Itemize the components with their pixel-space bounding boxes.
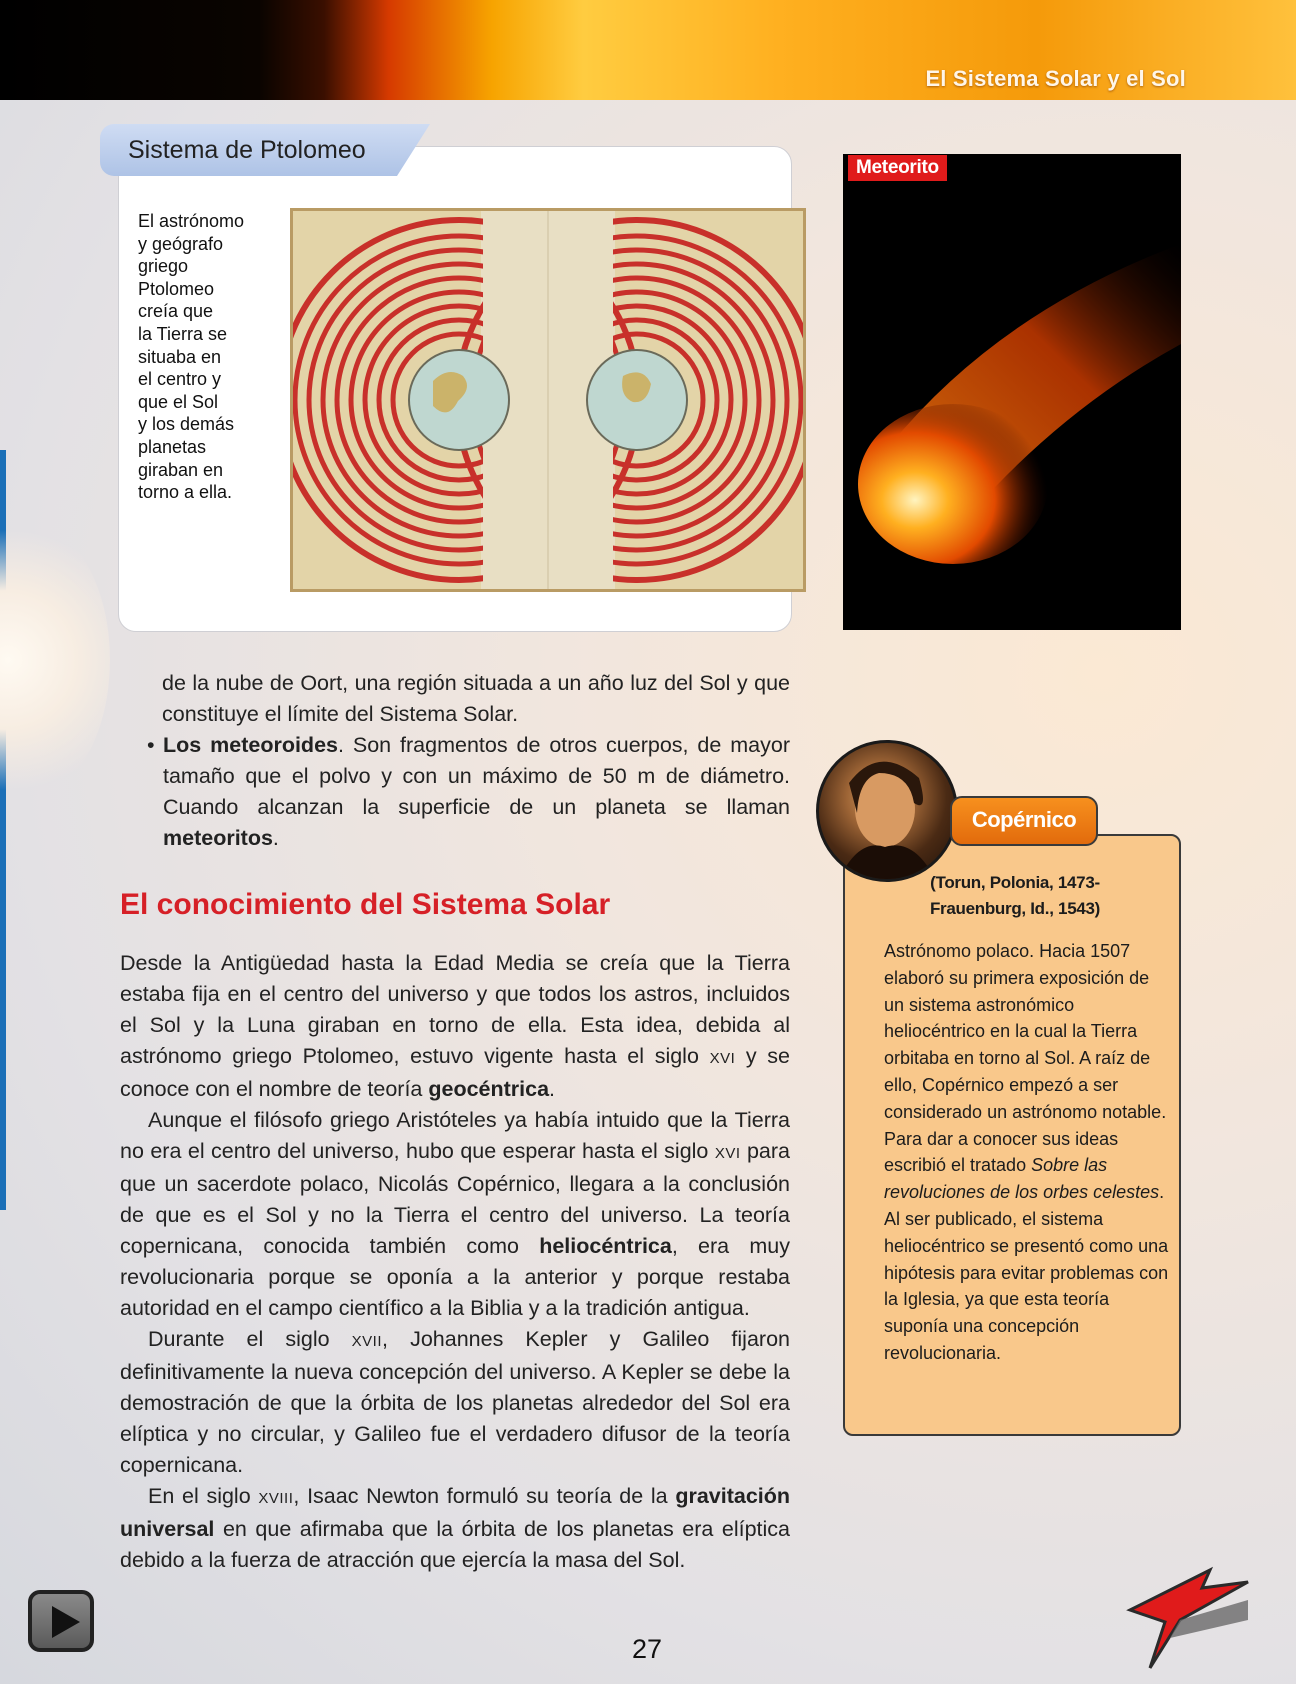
- meteoritos-period: .: [272, 826, 279, 850]
- dates-line-1: (Torun, Polonia, 1473-: [930, 873, 1100, 892]
- copernico-dates: [870, 870, 1160, 922]
- page-header-band: [0, 0, 1296, 100]
- paragraph-1: [120, 948, 790, 1105]
- term-gravitacion-universal: gravitación universal: [120, 1484, 791, 1541]
- paragraph-4: [120, 1481, 790, 1576]
- copernico-book-title: Sobre las revoluciones de los orbes celestes: [884, 1155, 1160, 1203]
- p4-century: XVIII: [258, 1490, 294, 1507]
- dates-line-2: Frauenburg, Id., 1543): [929, 899, 1101, 918]
- caption-line: situaba en: [138, 346, 222, 367]
- caption-line: creía que: [138, 301, 214, 322]
- ptolomeo-title: Sistema de Ptolomeo: [128, 136, 366, 164]
- caption-line: planetas: [138, 436, 207, 457]
- p2-text-b: para que un sacerdote polaco, Nicolás Copérnico, llegara a la conclusión de que es el Sol y no la Tierra el centro del universo. La teoría copernicana, conocida también como: [120, 1139, 791, 1258]
- logo-svg: [1120, 1560, 1250, 1670]
- paragraph-2: [120, 1105, 790, 1324]
- term-heliocentrica: heliocéntrica: [539, 1234, 672, 1258]
- caption-line: El astrónomo: [138, 211, 245, 231]
- term-geocentrica: geocéntrica: [428, 1077, 550, 1101]
- oort-paragraph: de la nube de Oort, una región situada a un año luz del Sol y que constituye el límite del Sistema Solar.: [162, 671, 790, 726]
- bullet-mark: •: [147, 733, 155, 757]
- publisher-logo-icon: [1120, 1560, 1250, 1670]
- ptolemaic-system-illustration: [290, 208, 806, 592]
- caption-line: y geógrafo: [138, 233, 224, 254]
- term-meteoritos: meteoritos: [163, 826, 273, 850]
- p4-text-a: En el siglo: [148, 1484, 259, 1508]
- caption-line: torno a ella.: [138, 482, 233, 503]
- ptolemaic-system-svg: [293, 211, 803, 589]
- caption-line: que el Sol: [138, 391, 219, 412]
- copernico-text: [884, 938, 1174, 1367]
- copernico-portrait: [816, 740, 958, 882]
- caption-line: y los demás: [138, 414, 235, 435]
- meteorite-svg: [843, 154, 1181, 630]
- copernico-text-a: Astrónomo polaco. Hacia 1507 elaboró su primera exposición de un sistema astronómico heliocéntrico en la cual la Tierra orbitaba en torno al Sol. A raíz de ello, Copérnico empezó a ser considerado un astrónomo notable. Para dar a conocer sus ideas escribió el tratado: [884, 941, 1167, 1176]
- meteorite-photo: [843, 154, 1181, 630]
- ptolomeo-caption: [138, 210, 268, 504]
- page-number: 27: [632, 1634, 663, 1664]
- meteoroides-definition: . Son fragmentos de otros cuerpos, de mayor tamaño que el polvo y con un máximo de 50 m de diámetro. Cuando alcanzan la superficie de un planeta se llaman: [163, 733, 790, 819]
- copernico-text-b: . Al ser publicado, el sistema heliocéntrico se presentó como una hipótesis para evitar problemas con la Iglesia, ya que esta teoría suponía una concepción revolucionaria.: [884, 1182, 1169, 1363]
- term-meteoroides: Los meteoroides: [163, 733, 338, 757]
- p3-text-a: Durante el siglo: [148, 1327, 352, 1351]
- p1-end: .: [549, 1077, 556, 1101]
- section-heading: El conocimiento del Sistema Solar: [120, 888, 611, 921]
- p3-text-b: , Johannes Kepler y Galileo fijaron definitivamente la nueva concepción del universo. A Kepler se debe la demostración de que la órbita de los planetas alrededor del Sol era elíptica y no circular, y Galileo fue el verdadero difusor de la teoría copernicana.: [120, 1327, 790, 1477]
- p4-text-b: , Isaac Newton formuló su teoría de la: [293, 1484, 676, 1508]
- meteoroides-text: [163, 730, 790, 854]
- p1-text-b: y se conoce con el nombre de teoría: [120, 1044, 791, 1101]
- main-body: [120, 948, 790, 1576]
- caption-line: griego: [138, 256, 189, 277]
- meteoroides-bullet: [147, 730, 790, 854]
- p2-text-a: Aunque el filósofo griego Aristóteles ya había intuido que la Tierra no era el centro del universo, hubo que esperar hasta el siglo: [120, 1108, 790, 1163]
- p4-text-c: en que afirmaba que la órbita de los planetas era elíptica debido a la fuerza de atracción que ejercía la masa del Sol.: [120, 1517, 790, 1572]
- caption-line: giraban en: [138, 459, 224, 480]
- p2-text-c: , era muy revolucionaria porque se oponía a la anterior y porque restaba autoridad en el campo científico a la Biblia y a la tradición antigua.: [120, 1234, 790, 1320]
- meteorite-label: Meteorito: [848, 155, 947, 181]
- moon-glow-decoration: [0, 520, 110, 800]
- caption-line: la Tierra se: [138, 323, 228, 344]
- caption-line: el centro y: [138, 369, 222, 390]
- play-icon[interactable]: [28, 1590, 94, 1652]
- paragraph-3: [120, 1324, 790, 1481]
- p2-century: XVI: [714, 1145, 741, 1162]
- p3-century: XVII: [351, 1333, 383, 1350]
- portrait-svg: [819, 743, 955, 879]
- p1-century: XVI: [709, 1050, 736, 1067]
- caption-line: Ptolomeo: [138, 278, 215, 299]
- header-title: El Sistema Solar y el Sol: [925, 66, 1186, 91]
- p1-text-a: Desde la Antigüedad hasta la Edad Media se creía que la Tierra estaba fija en el centro del universo y que todos los astros, incluidos el Sol y la Luna giraban en torno de ella. Esta idea, debida al astrónomo griego Ptolomeo, estuvo vigente hasta el siglo: [120, 951, 790, 1068]
- copernico-name-tab: Copérnico: [950, 796, 1098, 846]
